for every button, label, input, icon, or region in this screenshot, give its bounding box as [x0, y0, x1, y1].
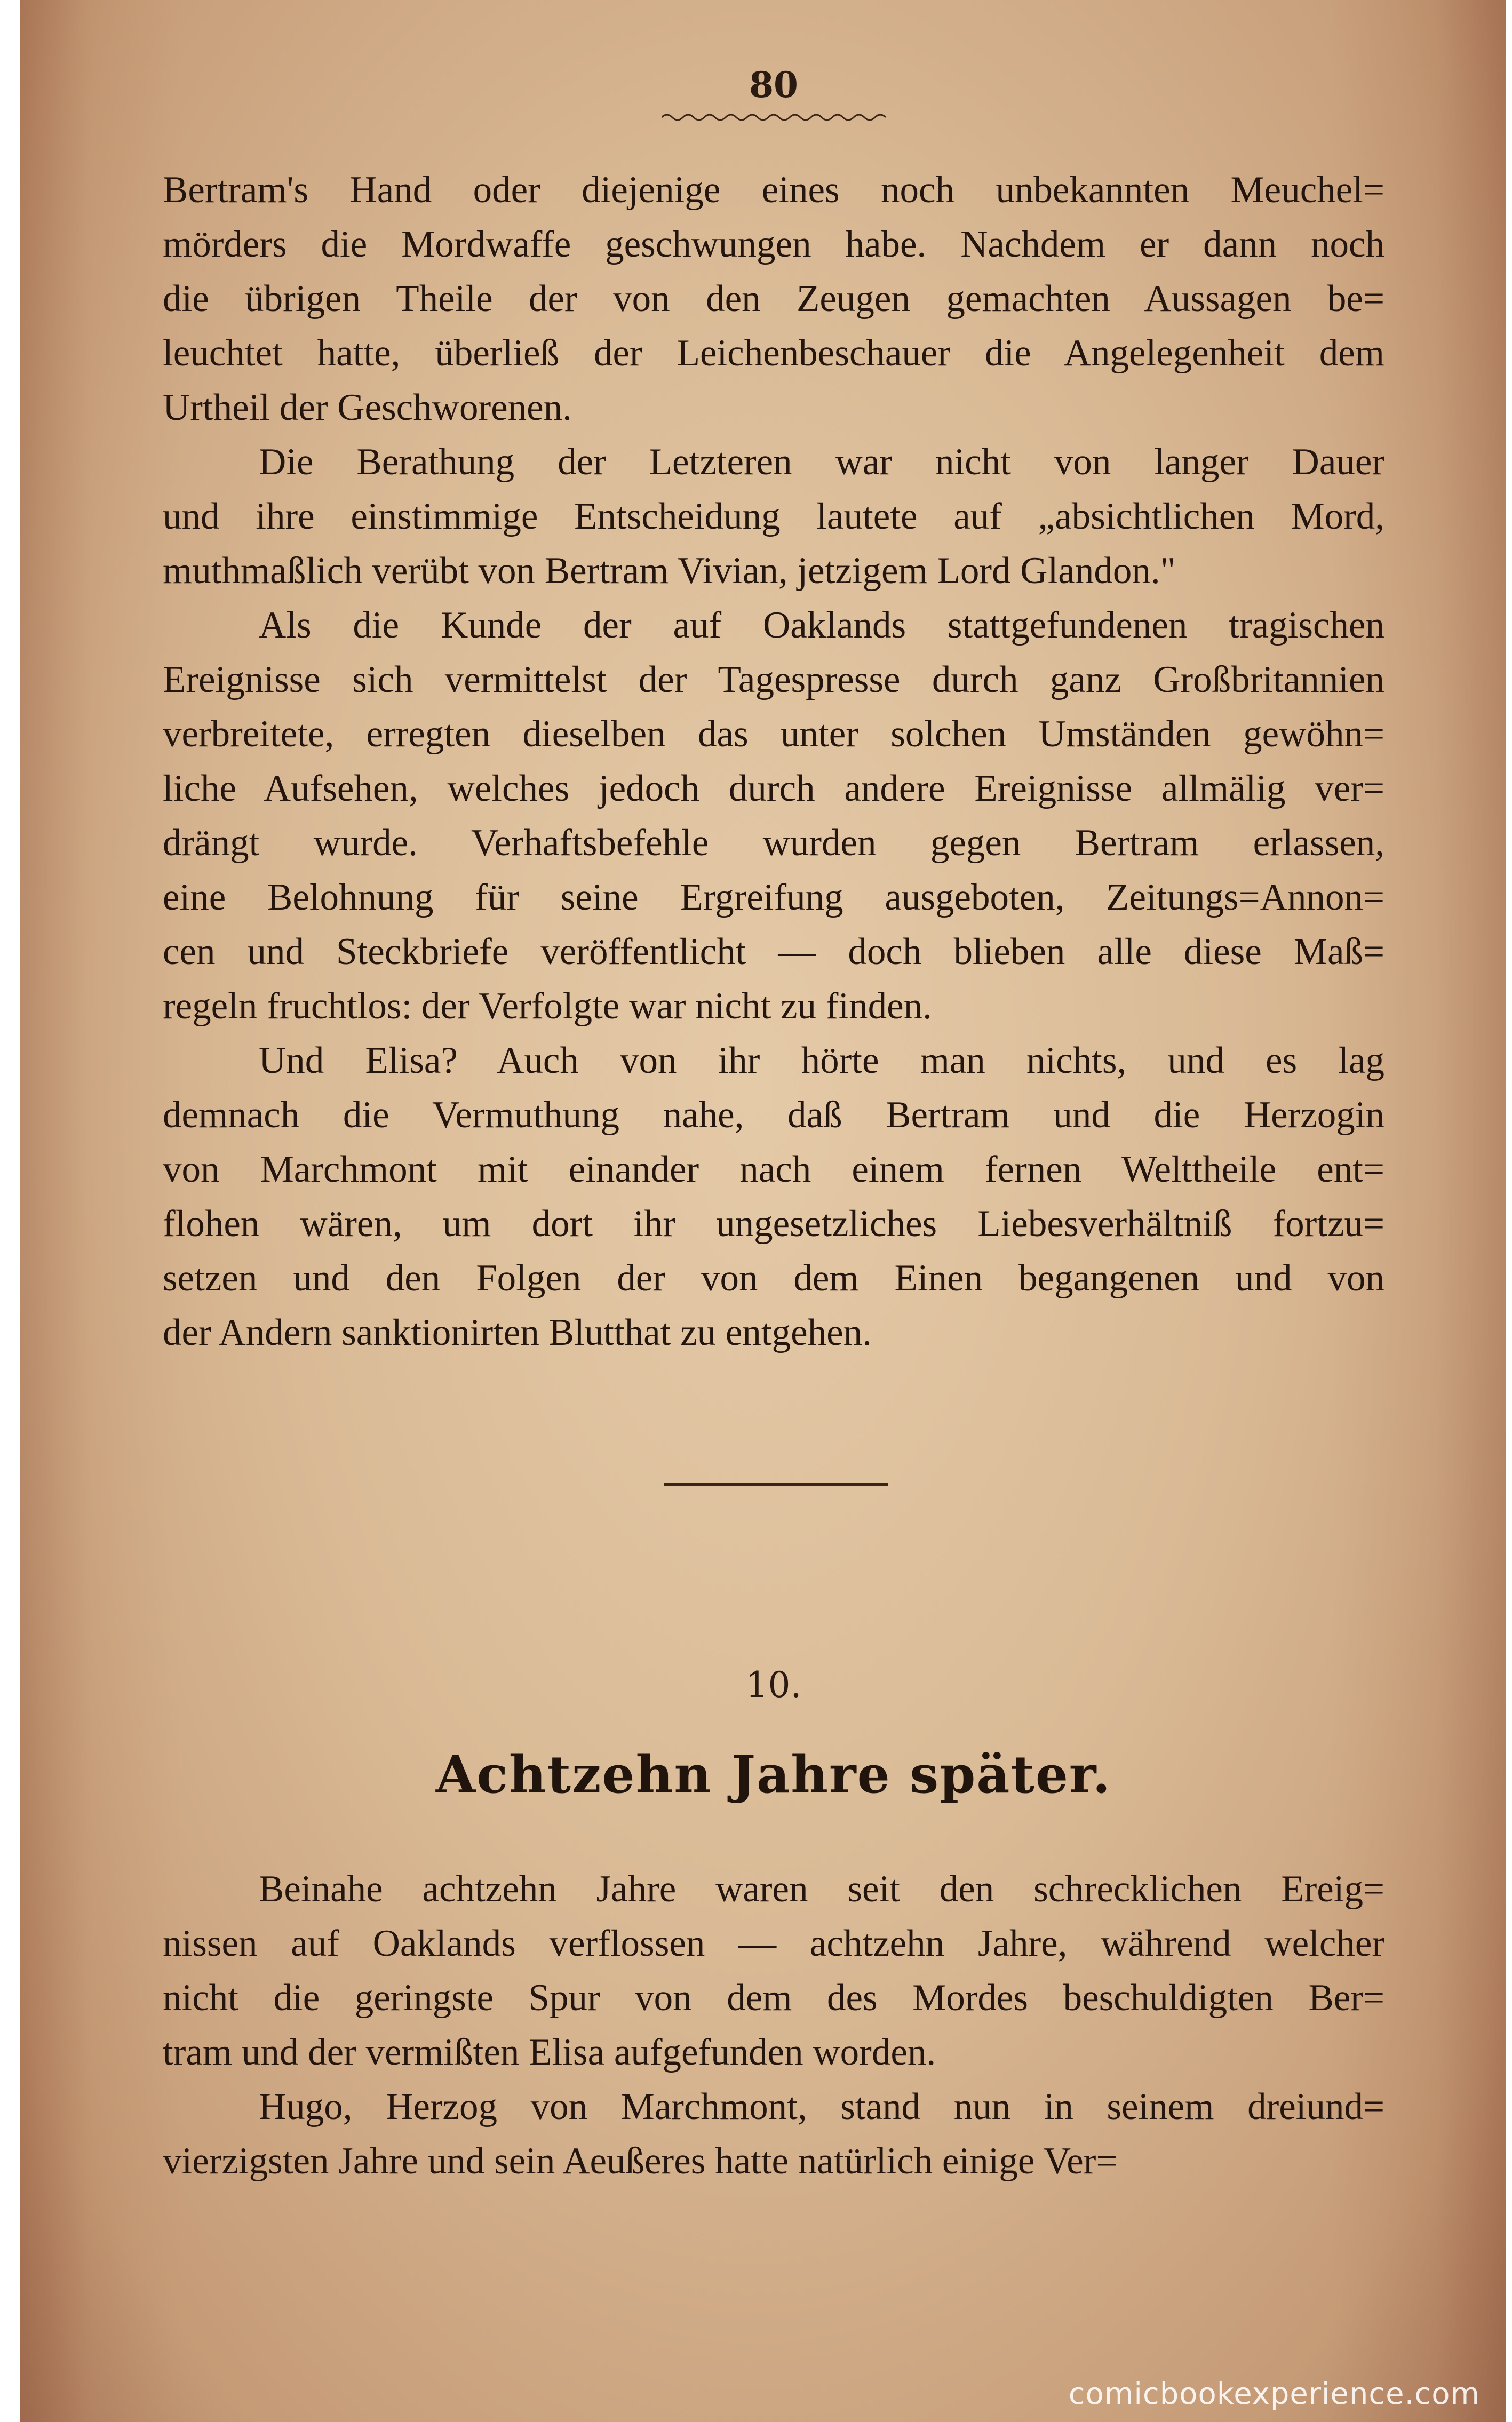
- text-after-heading: [163, 1862, 1384, 2188]
- text-before-divider: [163, 163, 1384, 1360]
- text-line: von Marchmont mit einander nach einem fernen Welttheile ent=: [163, 1149, 1384, 1190]
- scan-margin-left: [0, 0, 20, 2422]
- scan-margin-right: [1506, 0, 1512, 2422]
- text-line: leuchtet hatte, überließ der Leichenbeschauer die Angelegenheit dem: [163, 332, 1384, 374]
- text-line: Beinahe achtzehn Jahre waren seit den schrecklichen Ereig=: [259, 1868, 1384, 1910]
- text-line: Die Berathung der Letzteren war nicht von langer Dauer: [259, 441, 1384, 483]
- text-line: vierzigsten Jahre und sein Aeußeres hatte natürlich einige Ver=: [163, 2140, 1118, 2182]
- text-line: Urtheil der Geschworenen.: [163, 387, 572, 428]
- text-line: Bertram's Hand oder diejenige eines noch unbekannten Meuchel=: [163, 169, 1384, 211]
- text-line: und ihre einstimmige Entscheidung lautete auf „absichtlichen Mord,: [163, 496, 1384, 537]
- text-line: cen und Steckbriefe veröffentlicht — doch blieben alle diese Maß=: [163, 931, 1384, 973]
- text-line: Hugo, Herzog von Marchmont, stand nun in seinem dreiund=: [259, 2086, 1384, 2128]
- text-line: liche Aufsehen, welches jedoch durch andere Ereignisse allmälig ver=: [163, 768, 1384, 809]
- text-line: eine Belohnung für seine Ergreifung ausgeboten, Zeitungs=Annon=: [163, 877, 1384, 918]
- text-line: demnach die Vermuthung nahe, daß Bertram und die Herzogin: [163, 1094, 1384, 1136]
- site-watermark: comicbookexperience.com: [1068, 2377, 1480, 2411]
- paragraph: [163, 1033, 1384, 1360]
- text-line: mörders die Mordwaffe geschwungen habe. Nachdem er dann noch: [163, 224, 1384, 265]
- text-line: muthmaßlich verübt von Bertram Vivian, jetzigem Lord Glandon.": [163, 550, 1176, 592]
- text-line: tram und der vermißten Elisa aufgefunden worden.: [163, 2031, 936, 2073]
- section-divider: [664, 1483, 888, 1486]
- paragraph: [163, 435, 1384, 598]
- wavy-rule-ornament: [662, 112, 886, 123]
- text-line: die übrigen Theile der von den Zeugen gemachten Aussagen be=: [163, 278, 1384, 320]
- paragraph: [163, 163, 1384, 435]
- text-line: nicht die geringste Spur von dem des Mordes beschuldigten Ber=: [163, 1977, 1384, 2019]
- paragraph: [163, 2080, 1384, 2188]
- text-line: der Andern sanktionirten Blutthat zu entgehen.: [163, 1312, 872, 1353]
- text-line: Ereignisse sich vermittelst der Tagespresse durch ganz Großbritannien: [163, 659, 1384, 700]
- chapter-number: 10.: [745, 1664, 802, 1706]
- text-line: verbreitete, erregten dieselben das unter solchen Umständen gewöhn=: [163, 713, 1384, 755]
- text-line: setzen und den Folgen der von dem Einen begangenen und von: [163, 1257, 1384, 1299]
- text-line: Und Elisa? Auch von ihr hörte man nichts, und es lag: [259, 1040, 1384, 1081]
- paragraph: [163, 1862, 1384, 2080]
- text-line: drängt wurde. Verhaftsbefehle wurden gegen Bertram erlassen,: [163, 822, 1384, 864]
- text-line: Als die Kunde der auf Oaklands stattgefundenen tragischen: [259, 604, 1384, 646]
- paragraph: [163, 598, 1384, 1033]
- text-line: flohen wären, um dort ihr ungesetzliches Liebesverhältniß fortzu=: [163, 1203, 1384, 1245]
- text-line: nissen auf Oaklands verflossen — achtzehn Jahre, während welcher: [163, 1923, 1384, 1964]
- page-number: 80: [749, 64, 798, 106]
- text-line: regeln fruchtlos: der Verfolgte war nicht zu finden.: [163, 985, 932, 1027]
- chapter-title: Achtzehn Jahre später.: [435, 1744, 1112, 1805]
